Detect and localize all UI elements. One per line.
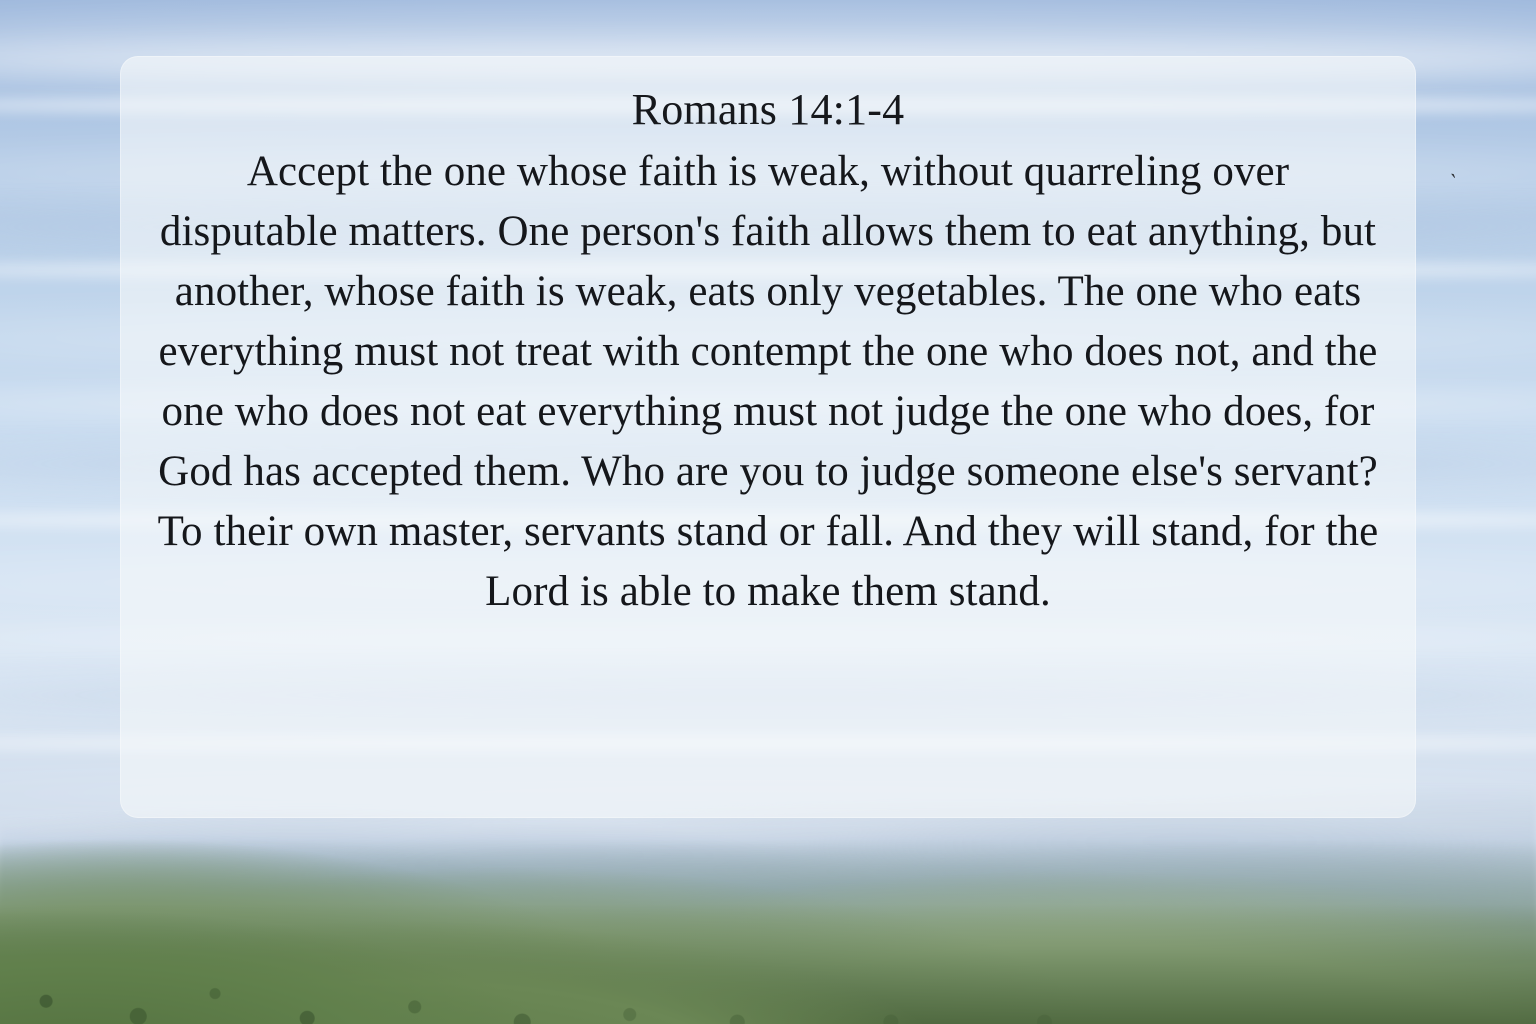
tree-canopy-texture bbox=[0, 834, 1536, 1024]
verse-card bbox=[120, 56, 1416, 818]
verse-text: Accept the one whose faith is weak, without quarreling over disputable matters. One person's faith allows them to eat anything, but another, whose faith is weak, eats only vegetables. The one who eats everything must not treat with contempt the one who does not, and the one who does not eat everything must not judge the one who does, for God has accepted them. Who are you to judge someone else's servant? To their own master, servants stand or fall. And they will stand, for the Lord is able to make them stand. bbox=[157, 147, 1379, 615]
verse-reference: Romans 14:1-4 bbox=[631, 85, 905, 134]
stray-mark: ` bbox=[1445, 168, 1459, 195]
